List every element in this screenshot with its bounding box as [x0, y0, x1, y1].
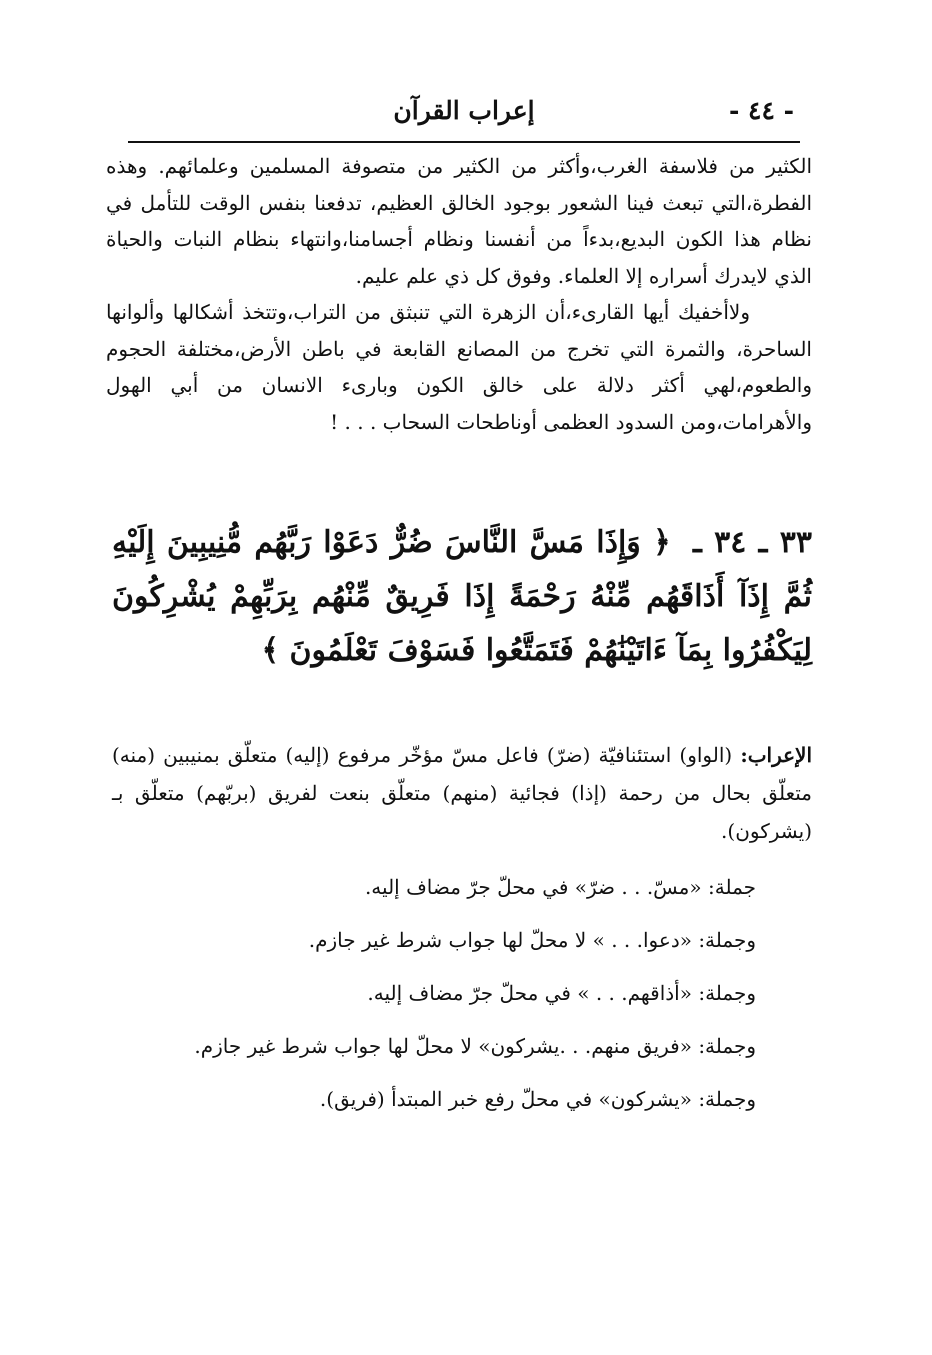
- page-header: [128, 92, 800, 138]
- sentence-analysis: وجملة: «فريق منهم. . .يشركون» لا محلّ لها جواب شرط غير جازم.: [194, 1034, 756, 1058]
- verse-text: ﴿ وَإِذَا مَسَّ النَّاسَ ضُرٌّ دَعَوْا رَبَّهُم مُّنِيبِينَ إِلَيْهِ ثُمَّ إِذَآ أَذَاقَهُم مِّنْهُ رَحْمَةً إِذَا فَرِيقٌ مِّنْهُم بِرَبِّهِمْ يُشْرِكُونَ لِيَكْفُرُوا بِمَآ ءَاتَيْنَٰهُمْ فَتَمَتَّعُوا فَسَوْفَ تَعْلَمُونَ ﴾: [112, 525, 812, 668]
- sentences-list: [112, 868, 812, 1133]
- page-number: - ٤٤ -: [728, 96, 794, 125]
- intro-paragraph: ولاأخفيك أيها القارىء،أن الزهرة التي تنبثق من التراب،وتتخذ أشكالها وألوانها الساحرة، والثمرة التي تخرج من المصانع القابعة في باطن الأرض،مختلفة الحجوم والطعوم،لهي أكثر دلالة على خالق الكون وبارىء الانسان من أبي الهول والأهرامات،ومن السدود العظمى أوناطحات السحاب . . . !: [106, 300, 812, 434]
- sentence-analysis: وجملة: «يشركون» في محلّ رفع خبر المبتدأ (فريق).: [319, 1087, 756, 1111]
- sentence-analysis: جملة: «مسّ. . . ضرّ» في محلّ جرّ مضاف إليه.: [364, 875, 756, 899]
- irab-label: الإعراب:: [740, 743, 813, 767]
- intro-text: [106, 148, 812, 440]
- intro-paragraph: الكثير من فلاسفة الغرب،وأكثر من الكثير من متصوفة المسلمين وعلمائهم. وهذه الفطرة،التي تبعث فينا الشعور بوجود الخالق العظيم، تدفعنا بنفس الوقت للتأمل في نظام هذا الكون البديع،بدءاً من أنفسنا ونظام أجسامنا،وانتهاء بنظام النبات والحياة الذي لايدرك أسراره إلا العلماء. وفوق كل ذي علم عليم.: [106, 154, 812, 288]
- header-rule: [128, 141, 800, 143]
- irab-text: (الواو) استئنافيّة (ضرّ) فاعل مسّ مؤخّر مرفوع (إليه) متعلّق بمنيبين (منه) متعلّق بحال من رحمة (إذا) فجائية (منهم) متعلّق بنعت لفريق (بربّهم) متعلّق بـ (يشركون).: [112, 743, 812, 843]
- running-title: إعراب القرآن: [393, 96, 535, 125]
- sentence-analysis: وجملة: «أذاقهم. . . » في محلّ جرّ مضاف إليه.: [367, 981, 756, 1005]
- sentence-analysis: وجملة: «دعوا. . . » لا محلّ لها جواب شرط غير جازم.: [308, 928, 756, 952]
- irab-section: [112, 736, 812, 850]
- verse-number: ٣٣ ـ ٣٤ ـ: [693, 525, 812, 560]
- quran-verse: [112, 516, 812, 678]
